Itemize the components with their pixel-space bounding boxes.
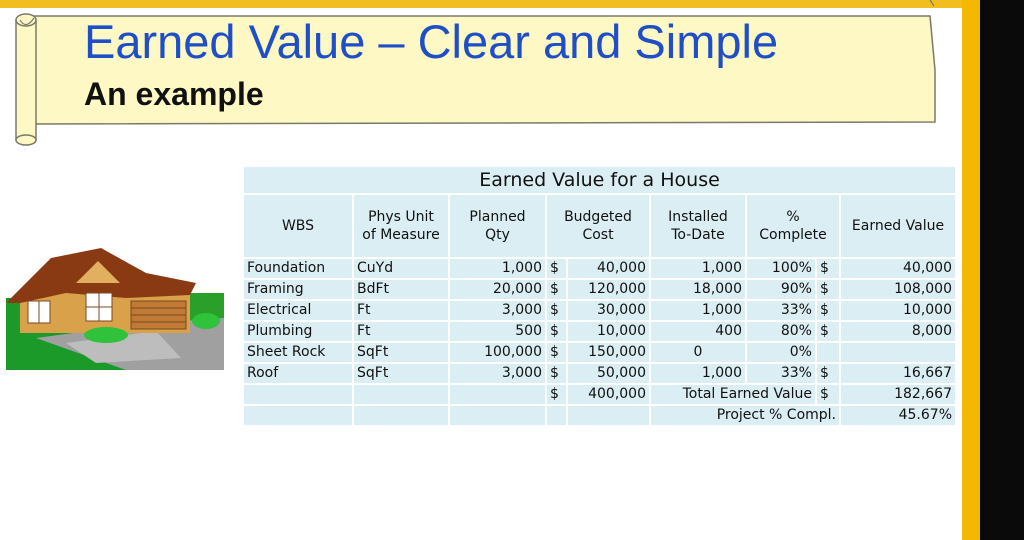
cell-installed: 1,000 — [651, 259, 745, 278]
cell-unit: CuYd — [354, 259, 448, 278]
header-budgeted-line2: Cost — [582, 227, 614, 243]
cell-installed: 18,000 — [651, 280, 745, 299]
cell-currency: $ — [547, 280, 566, 299]
cell-earned: 16,667 — [841, 364, 955, 383]
header-planned — [450, 195, 545, 257]
cell-planned: 1,000 — [450, 259, 545, 278]
cell-earned — [841, 343, 955, 362]
table-row — [244, 259, 955, 278]
total-earned-value: 182,667 — [841, 385, 955, 404]
cell-currency — [817, 343, 839, 362]
house-illustration-icon — [6, 243, 224, 370]
right-black-border — [980, 0, 1024, 540]
cell-unit: SqFt — [354, 364, 448, 383]
cell-wbs: Framing — [244, 280, 352, 299]
cell-budgeted: 120,000 — [568, 280, 649, 299]
earned-value-table — [242, 165, 957, 427]
header-unit-line1: Phys Unit — [368, 209, 434, 225]
cell-unit: BdFt — [354, 280, 448, 299]
page-title: Earned Value – Clear and Simple — [84, 15, 779, 68]
empty-cell — [244, 406, 352, 425]
header-earned — [841, 195, 955, 257]
empty-cell — [354, 385, 448, 404]
cell-wbs: Sheet Rock — [244, 343, 352, 362]
cell-installed: 0 — [651, 343, 745, 362]
cell-installed: 1,000 — [651, 364, 745, 383]
header-installed-line1: Installed — [668, 209, 728, 225]
header-installed — [651, 195, 745, 257]
header-wbs — [244, 195, 352, 257]
cell-percent: 90% — [747, 280, 815, 299]
title-scroll-banner — [0, 0, 975, 150]
table-row — [244, 343, 955, 362]
cell-currency: $ — [817, 322, 839, 341]
cell-earned: 108,000 — [841, 280, 955, 299]
table-row — [244, 364, 955, 383]
header-installed-line2: To-Date — [671, 227, 725, 243]
cell-unit: Ft — [354, 301, 448, 320]
total-budget-currency: $ — [547, 385, 566, 404]
empty-cell — [450, 385, 545, 404]
cell-currency: $ — [817, 301, 839, 320]
cell-currency: $ — [817, 280, 839, 299]
project-complete-row — [244, 406, 955, 425]
cell-budgeted: 30,000 — [568, 301, 649, 320]
cell-currency: $ — [817, 364, 839, 383]
header-unit — [354, 195, 448, 257]
header-planned-line2: Qty — [485, 227, 510, 243]
cell-planned: 3,000 — [450, 364, 545, 383]
cell-installed: 400 — [651, 322, 745, 341]
total-earned-currency: $ — [817, 385, 839, 404]
header-budgeted-line1: Budgeted — [564, 209, 632, 225]
header-unit-line2: of Measure — [362, 227, 440, 243]
header-planned-line1: Planned — [469, 209, 526, 225]
cell-currency: $ — [547, 301, 566, 320]
header-earned-text: Earned Value — [851, 218, 945, 234]
total-earned-label: Total Earned Value — [651, 385, 815, 404]
header-percent — [747, 195, 839, 257]
cell-unit: Ft — [354, 322, 448, 341]
empty-cell — [450, 406, 545, 425]
cell-wbs: Foundation — [244, 259, 352, 278]
cell-planned: 20,000 — [450, 280, 545, 299]
cell-wbs: Electrical — [244, 301, 352, 320]
project-complete-value: 45.67% — [841, 406, 955, 425]
cell-currency: $ — [547, 259, 566, 278]
header-wbs-text: WBS — [281, 218, 315, 234]
cell-budgeted: 150,000 — [568, 343, 649, 362]
empty-cell — [547, 406, 566, 425]
cell-percent: 100% — [747, 259, 815, 278]
cell-planned: 500 — [450, 322, 545, 341]
table-row — [244, 301, 955, 320]
empty-cell — [354, 406, 448, 425]
cell-earned: 40,000 — [841, 259, 955, 278]
table-row — [244, 322, 955, 341]
cell-earned: 8,000 — [841, 322, 955, 341]
cell-wbs: Roof — [244, 364, 352, 383]
cell-percent: 0% — [747, 343, 815, 362]
empty-cell — [568, 406, 649, 425]
header-budgeted — [547, 195, 649, 257]
cell-unit: SqFt — [354, 343, 448, 362]
cell-wbs: Plumbing — [244, 322, 352, 341]
cell-planned: 3,000 — [450, 301, 545, 320]
cell-percent: 33% — [747, 301, 815, 320]
empty-cell — [244, 385, 352, 404]
total-budget-value: 400,000 — [568, 385, 649, 404]
table-caption: Earned Value for a House — [244, 167, 955, 193]
cell-percent: 80% — [747, 322, 815, 341]
cell-budgeted: 40,000 — [568, 259, 649, 278]
cell-installed: 1,000 — [651, 301, 745, 320]
cell-currency: $ — [817, 259, 839, 278]
header-percent-line2: Complete — [759, 227, 827, 243]
page-subtitle: An example — [84, 76, 264, 112]
cell-percent: 33% — [747, 364, 815, 383]
cell-currency: $ — [547, 343, 566, 362]
cell-earned: 10,000 — [841, 301, 955, 320]
cell-currency: $ — [547, 322, 566, 341]
cell-currency: $ — [547, 364, 566, 383]
cell-budgeted: 10,000 — [568, 322, 649, 341]
table-row — [244, 280, 955, 299]
cell-planned: 100,000 — [450, 343, 545, 362]
cell-budgeted: 50,000 — [568, 364, 649, 383]
project-complete-label: Project % Compl. — [651, 406, 839, 425]
total-row — [244, 385, 955, 404]
header-percent-line1: % — [786, 209, 800, 225]
